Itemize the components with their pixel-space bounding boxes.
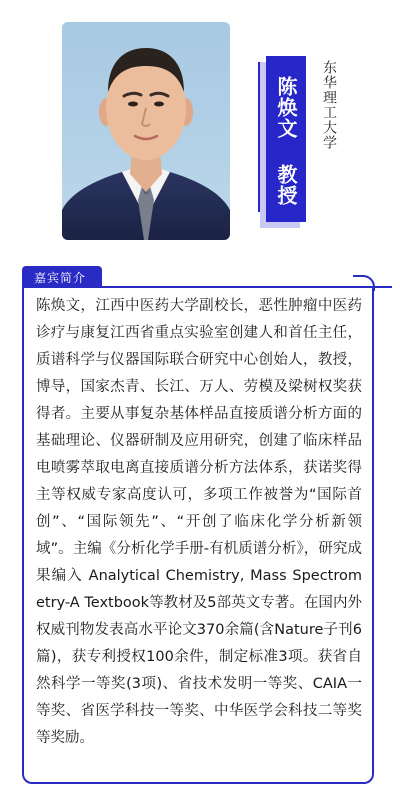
name-banner bbox=[266, 56, 306, 222]
intro-box bbox=[22, 287, 374, 784]
portrait-image bbox=[62, 22, 230, 240]
speaker-name: 陈焕文 教授 bbox=[274, 76, 298, 206]
intro-body: 陈焕文，江西中医药大学副校长，恶性肿瘤中医药诊疗与康复江西省重点实验室创建人和首任主任，质谱科学与仪器国际联合研究中心创始人，教授，博导，国家杰青、长江、万人、劳模及梁树权奖获得者。主要从事复杂基体样品直接质谱分析方面的基础理论、仪器研制及应用研究，创建了临床样品电喷雾萃取电离直接质谱分析方法体系，获诺奖得主等权威专家高度认可，多项工作被誉为“国际首创”、“国际领先”、“开创了临床化学分析新领域”。主编《分析化学手册-有机质谱分析》，研究成果编入 Analytical Chemistry, Mass Spectrometry-A Textbook等教材及5部英文专著。在国内外权威刊物发表高水平论文370余篇(含Nature子刊6篇)，获专利授权100余件，制定标准3项。获省自然科学一等奖(3项)、省技术发明一等奖、CAIA一等奖、省医学科技一等奖、中华医学会科技二等奖等奖励。 bbox=[36, 298, 362, 746]
intro-tab-label: 嘉宾简介 bbox=[34, 271, 87, 285]
intro-tab bbox=[22, 266, 102, 288]
speaker-affiliation: 东华理工大学 bbox=[321, 60, 337, 150]
portrait-photo bbox=[62, 22, 230, 240]
